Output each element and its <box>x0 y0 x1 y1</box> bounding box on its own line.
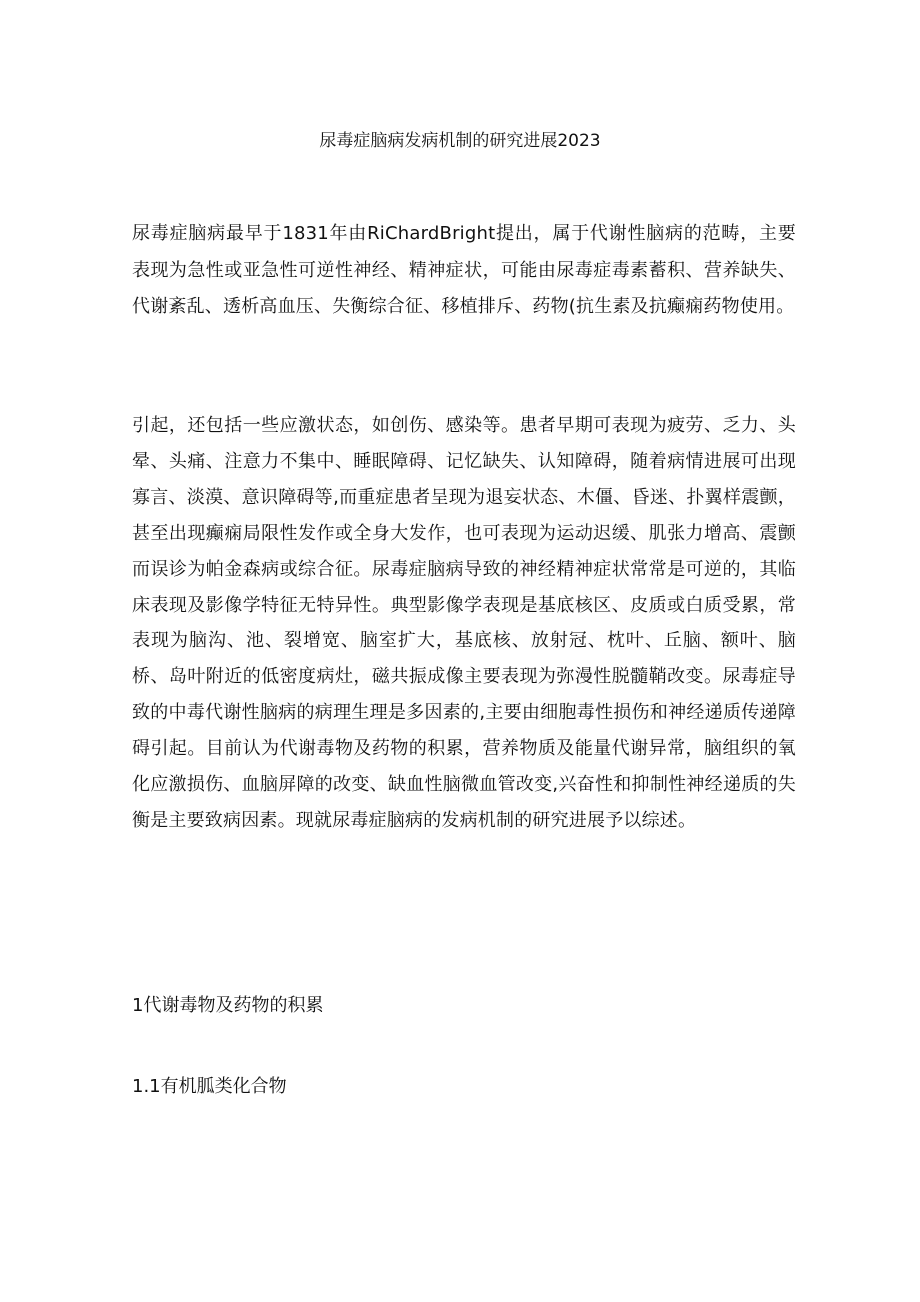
section-heading-1-1: 1.1有机胍类化合物 <box>132 1076 287 1097</box>
paragraph-intro: 尿毒症脑病最早于1831年由RiChardBright提出，属于代谢性脑病的范畴，主要表现为急性或亚急性可逆性神经、精神症状，可能由尿毒症毒素蓄积、营养缺失、代谢紊乱、透析高血压、失衡综合征、移植排斥、药物(抗生素及抗癫痫药物使用。 <box>132 223 796 317</box>
paragraph-symptoms: 引起，还包括一些应激状态，如创伤、感染等。患者早期可表现为疲劳、乏力、头晕、头痛、注意力不集中、睡眠障碍、记忆缺失、认知障碍，随着病情进展可出现寡言、淡漠、意识障碍等,而重症患者呈现为退妄状态、木僵、昏迷、扑翼样震颤，甚至出现癫痫局限性发作或全身大发作，也可表现为运动迟缓、肌张力增高、震颤而误诊为帕金森病或综合征。尿毒症脑病导致的神经精神症状常常是可逆的，其临床表现及影像学特征无特异性。典型影像学表现是基底核区、皮质或白质受累，常表现为脑沟、池、裂增宽、脑室扩大，基底核、放射冠、枕叶、丘脑、额叶、脑桥、岛叶附近的低密度病灶，磁共振成像主要表现为弥漫性脱髓鞘改变。尿毒症导致的中毒代谢性脑病的病理生理是多因素的,主要由细胞毒性损伤和神经递质传递障碍引起。目前认为代谢毒物及药物的积累，营养物质及能量代谢异常，脑组织的氧化应激损伤、血脑屏障的改变、缺血性脑微血管改变,兴奋性和抑制性神经递质的失衡是主要致病因素。现就尿毒症脑病的发病机制的研究进展予以综述。 <box>132 415 796 831</box>
section-heading-1: 1代谢毒物及药物的积累 <box>132 995 324 1016</box>
document-title: 尿毒症脑病发病机制的研究进展2023 <box>319 131 601 151</box>
